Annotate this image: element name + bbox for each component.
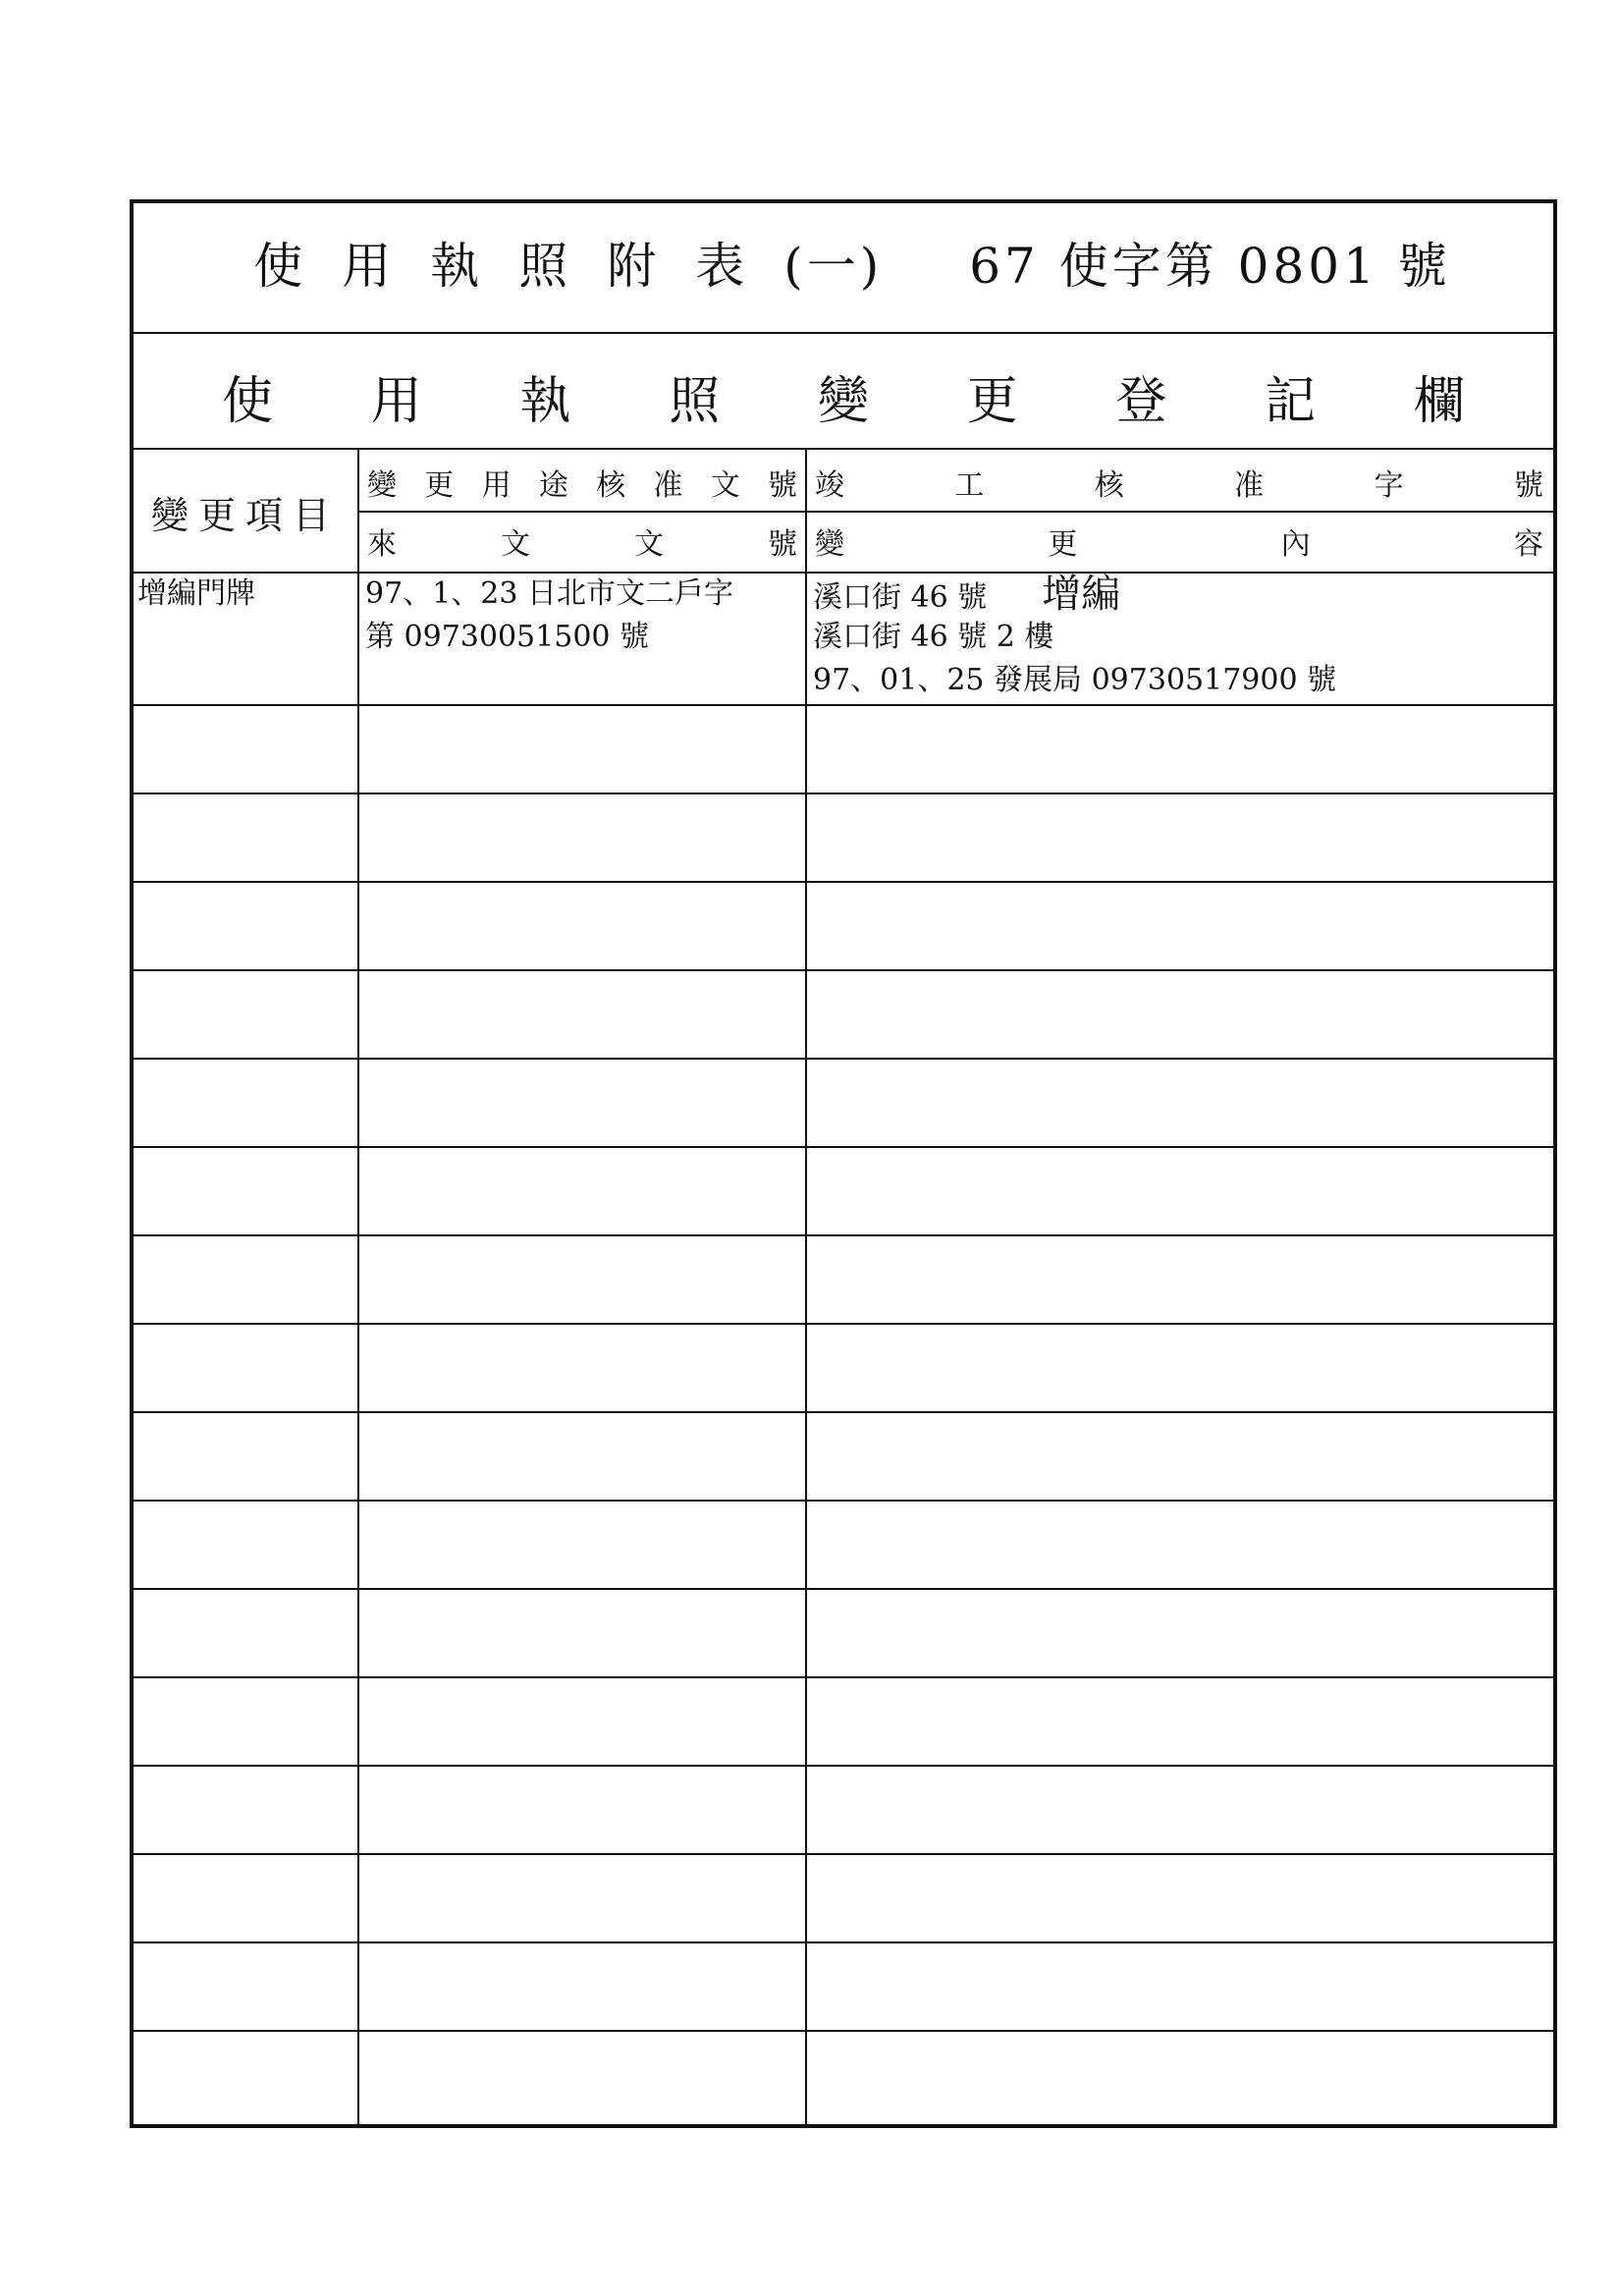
row-line [134, 704, 1553, 706]
column-divider [357, 448, 359, 2128]
header-char: 准 [1234, 468, 1265, 503]
row-line [134, 1853, 1553, 1855]
license-number: 67 使字第 0801 號 [969, 238, 1451, 295]
row-line [134, 1676, 1553, 1678]
row-item: 增編門牌 [137, 576, 255, 611]
row-doc-line2: 第 09730051500 號 [365, 620, 650, 654]
row-line [134, 1323, 1553, 1325]
register-title-char: 照 [669, 371, 721, 431]
header-char: 核 [1094, 468, 1124, 503]
title-char: 表 [695, 238, 749, 295]
header-char: 文 [501, 527, 530, 562]
header-divider [357, 511, 1553, 513]
row-content-line2: 溪口街 46 號 2 樓 [813, 620, 1054, 654]
row-line [134, 793, 1553, 794]
header-char: 變 [815, 527, 844, 562]
header-char: 號 [768, 527, 797, 562]
content-highlight: 增編 [1042, 572, 1121, 617]
header-char: 變 [367, 468, 397, 503]
header-change-content [815, 516, 1543, 567]
register-title-char: 登 [1115, 371, 1167, 431]
register-title-char: 欄 [1413, 371, 1465, 431]
row-line [134, 1058, 1553, 1060]
header-char: 准 [653, 468, 683, 503]
row-line [134, 969, 1553, 971]
row-line [134, 2030, 1553, 2032]
title-char: 使 [253, 238, 307, 295]
content-address: 溪口街 46 號 [813, 580, 988, 615]
register-title-char: 執 [519, 371, 571, 431]
register-title-char: 記 [1265, 371, 1317, 431]
row-line [134, 1765, 1553, 1767]
title-char: 執 [430, 238, 484, 295]
row-content-line3: 97、01、25 發展局 09730517900 號 [813, 663, 1337, 697]
header-approval-doc [367, 457, 797, 508]
header-char: 字 [1374, 468, 1404, 503]
header-completion-doc [815, 457, 1543, 508]
row-line [134, 1941, 1553, 1943]
header-incoming-doc [367, 516, 797, 567]
header-char: 內 [1280, 527, 1311, 562]
row-line [134, 881, 1553, 883]
header-char: 工 [954, 468, 985, 503]
header-change-item: 變更項目 [150, 493, 340, 537]
register-title-char: 用 [370, 371, 422, 431]
header-char: 更 [424, 468, 455, 503]
header-char: 文 [710, 468, 740, 503]
register-title [222, 351, 1465, 441]
form-title [134, 223, 1553, 301]
register-title-char: 變 [817, 371, 869, 431]
title-char: 附 [607, 238, 661, 295]
header-char: 文 [634, 527, 664, 562]
column-divider [805, 448, 807, 2128]
register-title-char: 使 [222, 371, 274, 431]
header-char: 更 [1048, 527, 1078, 562]
row-line [134, 1411, 1553, 1413]
title-char: 用 [342, 238, 396, 295]
header-char: 核 [596, 468, 626, 503]
register-title-char: 更 [966, 371, 1018, 431]
row-line [134, 1234, 1553, 1236]
header-char: 號 [767, 468, 797, 503]
title-char: (一) [783, 238, 884, 295]
header-char: 途 [538, 468, 568, 503]
divider [134, 332, 1553, 334]
header-char: 號 [1513, 468, 1543, 503]
title-char: 照 [518, 238, 572, 295]
header-char: 用 [481, 468, 512, 503]
row-doc-line1: 97、1、23 日北市文二戶字 [365, 576, 733, 611]
header-char: 容 [1513, 527, 1543, 562]
row-line [134, 1588, 1553, 1590]
header-char: 來 [367, 527, 397, 562]
row-content-line1 [813, 573, 1120, 620]
row-line [134, 1146, 1553, 1148]
row-line [134, 1500, 1553, 1502]
registration-form [130, 199, 1557, 2128]
header-char: 竣 [815, 468, 844, 503]
